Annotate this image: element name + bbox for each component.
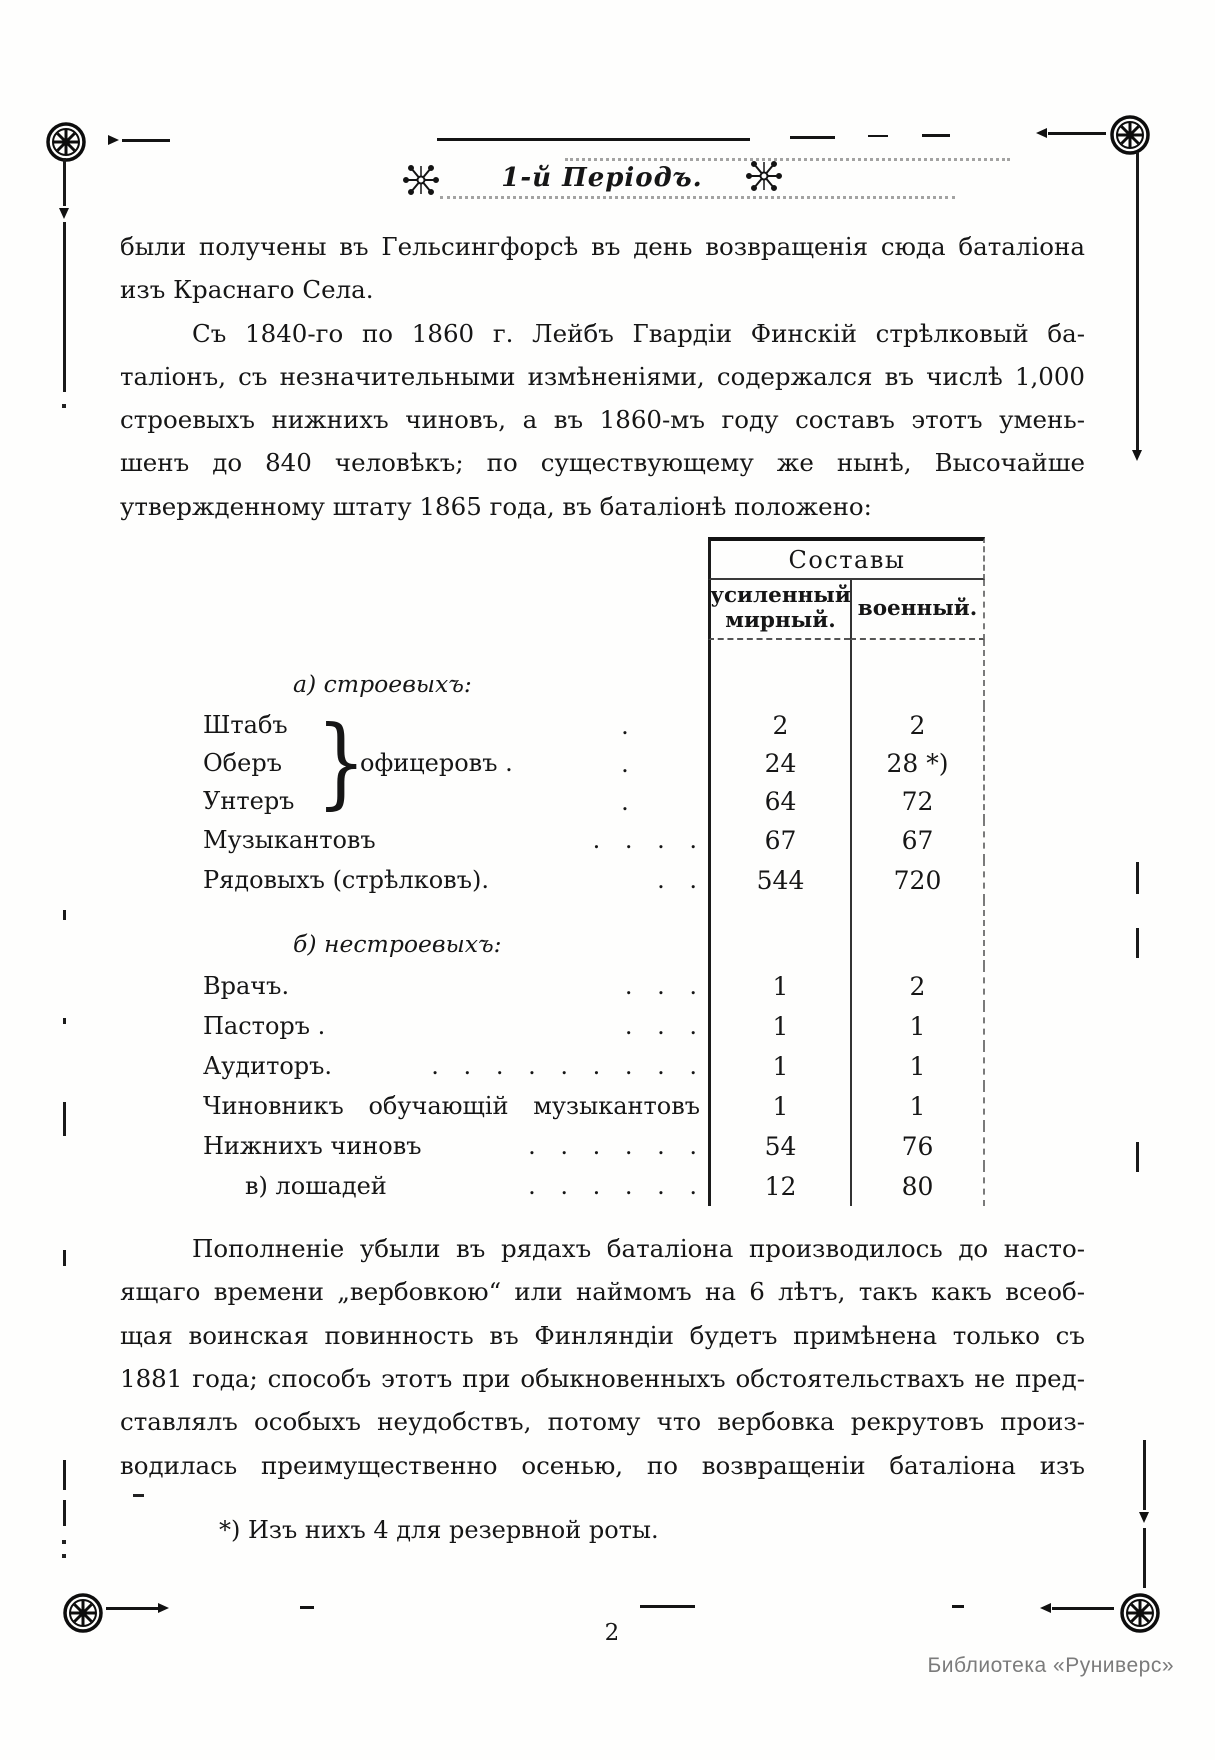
row-label: Музыкантовъ [203,826,376,855]
header-ornament-left-icon [402,163,440,197]
paragraph-1 [120,225,1085,312]
cell-value: 1 [850,1006,985,1046]
frame-speck [62,1554,66,1558]
text-line: ставлялъ особыхъ неудобствъ, потому что вербовка рекрутовъ произ- [120,1407,1085,1437]
brace-words [203,706,294,820]
cell-value: 80 [850,1166,985,1206]
col-header-war [850,580,985,640]
text-line: ящаго времени „вербовкою“ или наймомъ на 6 лѣтъ, такъ какъ всеоб- [120,1277,1085,1307]
frame-line [63,222,66,392]
frame-mark [63,1460,66,1490]
leader-dots: . . . . [592,826,698,855]
row-label-cell [120,860,708,900]
empty-cell [850,900,985,966]
leader-dots: . . . . . . [528,1172,698,1201]
row-label: Унтеръ [203,787,295,816]
corner-rosette-top-right-icon [1108,113,1152,157]
frame-mark [1136,862,1139,894]
cell-value: 54 [708,1126,850,1166]
table-row-horses [120,1166,985,1206]
cell-value: 720 [850,860,985,900]
cell-value: 1 [850,1086,985,1126]
row-label: Рядовыхъ (стрѣлковъ). [203,866,489,895]
cell-value: 67 [850,820,985,860]
leader-dots: . . . . . . . . . [431,1052,698,1081]
table-row [120,1046,985,1086]
frame-arrowhead [1040,1603,1051,1613]
text-line: щая воинская повинность въ Финляндіи будетъ примѣнена только съ [120,1320,1085,1350]
frame-line [1143,1440,1146,1510]
text-line: шенъ до 840 человѣкъ; по существующему же нынѣ, Высочайше [120,448,1085,478]
frame-line [1143,1528,1146,1588]
table-title-band [120,537,985,580]
frame-arrowhead [59,208,69,219]
cell-value: 2 [850,966,985,1006]
section-b-label: б) нестроевыхъ: [293,930,502,959]
header-dotted-rule-bottom [440,196,955,199]
text-line: были получены въ Гельсингфорсѣ въ день возвращенія сюда баталіона [120,232,1085,261]
row-label-cell [120,1046,708,1086]
header-rule [437,138,750,141]
frame-arrowhead [158,1603,169,1613]
header-dotted-rule-top [565,158,1010,161]
cell-value: 2 [772,710,789,740]
peace-values [708,706,850,820]
brace-label-area [120,706,708,820]
frame-dash [640,1605,695,1608]
frame-mark [63,1018,66,1024]
row-label-cell [120,966,708,1006]
header-ornament-right-icon [745,159,783,193]
leader-dot: . [621,750,629,779]
empty-cell [708,900,850,966]
cell-value: 67 [708,820,850,860]
cell-value: 1 [850,1046,985,1086]
frame-mark [63,1102,66,1136]
table-label-spacer [120,537,708,580]
section-a-label: а) строевыхъ: [293,670,472,699]
col-header-peace [708,580,850,640]
cell-value: 544 [708,860,850,900]
leader-dot: . [621,712,629,741]
table-label-spacer [120,580,708,640]
frame-mark [63,910,66,920]
table-column-headers [120,580,985,640]
text-line: Пополненіе убыли въ рядахъ баталіона производилось до насто- [192,1234,1085,1264]
leader-dots: . . [657,866,698,895]
row-label-cell [120,1126,708,1166]
frame-speck [62,404,66,408]
cell-value: 2 [909,710,926,740]
empty-cell [708,640,850,706]
frame-arrowhead [1139,1512,1149,1523]
row-label-cell [120,1166,708,1206]
library-watermark: Библиотека «Руниверс» [927,1654,1174,1677]
row-label: Чиновникъ обучающій музыкантовъ [203,1092,700,1121]
row-label-cell [120,820,708,860]
cell-value: 28 *) [886,748,949,778]
col-header-peace-line2: мирный. [725,608,836,634]
leader-dots: . . . . . . [528,1132,698,1161]
paragraph-2 [120,312,1085,528]
war-values [850,706,985,820]
cell-value: 1 [708,1006,850,1046]
officers-brace-rows [120,706,985,820]
row-label: Врачъ. [203,972,290,1001]
table-row [120,966,985,1006]
cell-value: 1 [708,1046,850,1086]
cell-value: 24 [764,748,797,778]
frame-line [106,1607,158,1610]
cell-value: 1 [708,1086,850,1126]
empty-cell [850,640,985,706]
row-label: Нижнихъ чиновъ [203,1132,422,1161]
text-line: таліонъ, съ незначительными измѣненіями, содержался въ числѣ 1,000 [120,361,1085,391]
table-row [120,860,985,900]
frame-mark [1136,928,1139,958]
frame-mark [63,1500,66,1526]
row-label: Оберъ [203,749,282,778]
cell-value: 76 [850,1126,985,1166]
frame-mark [1136,1142,1139,1172]
frame-speck [62,1540,66,1544]
frame-arrowhead [108,135,119,145]
table-row [120,1126,985,1166]
col-header-peace-line1: усиленный [710,583,851,609]
text-line: водилась преимущественно осенью, по возвращеніи баталіона изъ [120,1450,1085,1480]
frame-line [1136,152,1139,450]
brace-glyph: } [316,706,367,821]
text-line: утвержденному штату 1865 года, въ баталіонѣ положено: [120,491,872,521]
corner-rosette-bottom-left-icon [61,1591,105,1635]
row-label: в) лошадей [245,1172,387,1201]
leader-dots: . . . [624,972,698,1001]
row-label-cell [120,1086,708,1126]
page-body [120,225,1085,1544]
table-row [120,1086,985,1126]
row-label: Штабъ [203,711,288,740]
table-title: Составы [708,537,985,580]
corner-rosette-bottom-right-icon [1118,1591,1162,1635]
leader-dot: . [621,788,629,817]
section-a-band [120,640,985,706]
header-rule-dash [790,136,835,139]
cell-value: 12 [708,1166,850,1206]
page-number: 2 [604,1620,620,1646]
frame-line [122,139,170,142]
cell-value: 1 [708,966,850,1006]
col-header-war-label: военный. [857,595,978,621]
cell-value: 64 [764,786,797,816]
frame-dash [952,1605,964,1608]
leader-dots: . . . [624,1012,698,1041]
frame-dash [300,1606,314,1609]
frame-line [1048,132,1106,135]
text-line: 1881 года; способъ этотъ при обыкновенныхъ обстоятельствахъ не пред- [120,1363,1085,1393]
page-header-title: 1-й Періодъ. [501,163,703,193]
header-rule-dash [868,135,888,137]
table-row [120,820,985,860]
row-label: Пасторъ . [203,1012,326,1041]
row-label-cell [120,1006,708,1046]
battalion-staff-table [120,537,985,1206]
footnote: *) Изъ нихъ 4 для резервной роты. [219,1515,659,1544]
text-line: строевыхъ нижнихъ чиновъ, а въ 1860-мъ году составъ этотъ умень- [120,405,1085,435]
section-b-band [120,900,985,966]
row-label: Аудиторъ. [203,1052,333,1081]
cell-value: 72 [901,786,934,816]
frame-arrowhead [1132,450,1142,461]
frame-mark [63,1250,66,1266]
corner-rosette-top-left-icon [44,120,88,164]
paragraph-3 [120,1227,1085,1487]
brace-shared-label: офицеровъ . [360,749,513,778]
table-row [120,1006,985,1046]
frame-arrowhead [1036,128,1047,138]
text-line: изъ Краснаго Села. [120,275,374,305]
frame-line [1052,1607,1114,1610]
frame-line [63,158,66,206]
text-line: Съ 1840-го по 1860 г. Лейбъ Гвардіи Финскій стрѣлковый ба- [192,318,1085,348]
header-rule-dash [922,134,950,137]
